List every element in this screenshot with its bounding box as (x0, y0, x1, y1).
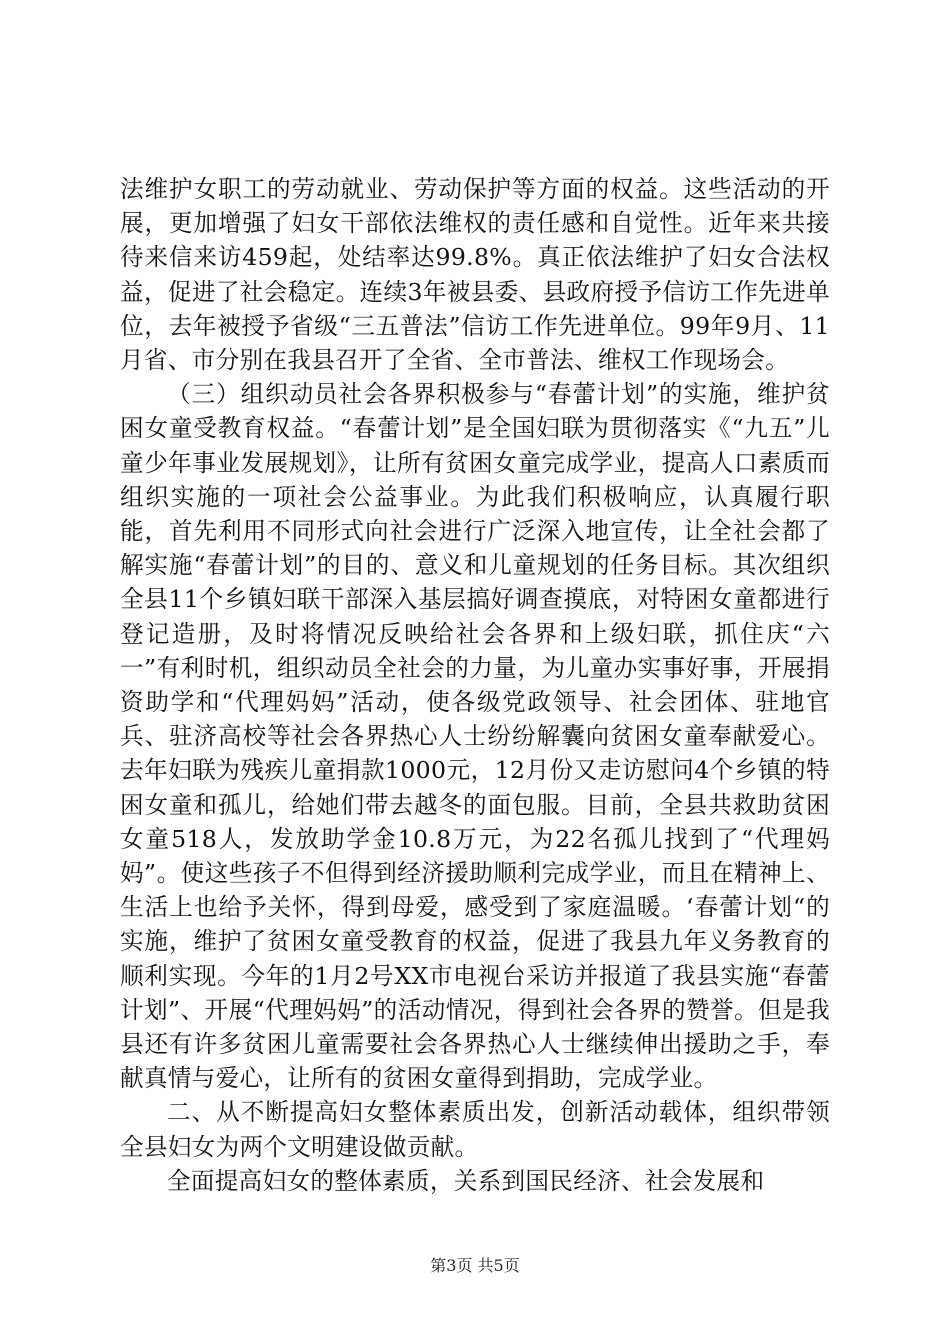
page-footer (0, 1256, 950, 1276)
paragraph-rights-protection: 法维护女职工的劳动就业、劳动保护等方面的权益。这些活动的开展，更加增强了妇女干部依法维权的责任感和自觉性。近年来共接待来信来访459起，处结率达99.8%。真正依法维护了妇女合法权益，促进了社会稳定。连续3年被县委、县政府授予信访工作先进单位，去年被授予省级“三五普法”信访工作先进单位。99年9月、11月省、市分别在我县召开了全省、全市普法、维权工作现场会。 (120, 175, 830, 375)
paragraph-spring-bud-plan: （三）组织动员社会各界积极参与“春蕾计划”的实施，维护贫困女童受教育权益。“春蕾计划”是全国妇联为贯彻落实《“九五”儿童少年事业发展规划》，让所有贫困女童完成学业，提高人口素质而组织实施的一项社会公益事业。为此我们积极响应，认真履行职能，首先利用不同形式向社会进行广泛深入地宣传，让全社会都了解实施“春蕾计划”的目的、意义和儿童规划的任务目标。其次组织全县11个乡镇妇联干部深入基层搞好调查摸底，对特困女童都进行登记造册，及时将情况反映给社会各界和上级妇联，抓住庆“六一”有利时机，组织动员全社会的力量，为儿童办实事好事，开展捐资助学和“代理妈妈”活动，使各级党政领导、社会团体、驻地官兵、驻济高校等社会各界热心人士纷纷解囊向贫困女童奉献爱心。去年妇联为残疾儿童捐款1000元，12月份又走访慰问4个乡镇的特困女童和孤儿，给她们带去越冬的面包服。目前，全县共救助贫困女童518人，发放助学金10.8万元，为22名孤儿找到了“代理妈妈”。使这些孩子不但得到经济援助顺利完成学业，而且在精神上、生活上也给予关怀，得到母爱，感受到了家庭温暖。‘春蕾计划“的实施，维护了贫困女童受教育的权益，促进了我县九年义务教育的顺利实现。今年的1月2号XX市电视台采访并报道了我县实施“春蕾计划”、开展“代理妈妈”的活动情况，得到社会各界的赞誉。但是我县还有许多贫困儿童需要社会各界热心人士继续伸出援助之手，奉献真情与爱心，让所有的贫困女童得到捐助，完成学业。 (120, 380, 830, 1093)
section-heading-two: 二、从不断提高妇女整体素质出发，创新活动载体，组织带领全县妇女为两个文明建设做贡献。 (120, 1098, 830, 1161)
page-number: 第3页 共5页 (430, 1256, 520, 1275)
paragraph-women-quality: 全面提高妇女的整体素质，关系到国民经济、社会发展和 (167, 1166, 765, 1195)
document-body (120, 172, 830, 1198)
